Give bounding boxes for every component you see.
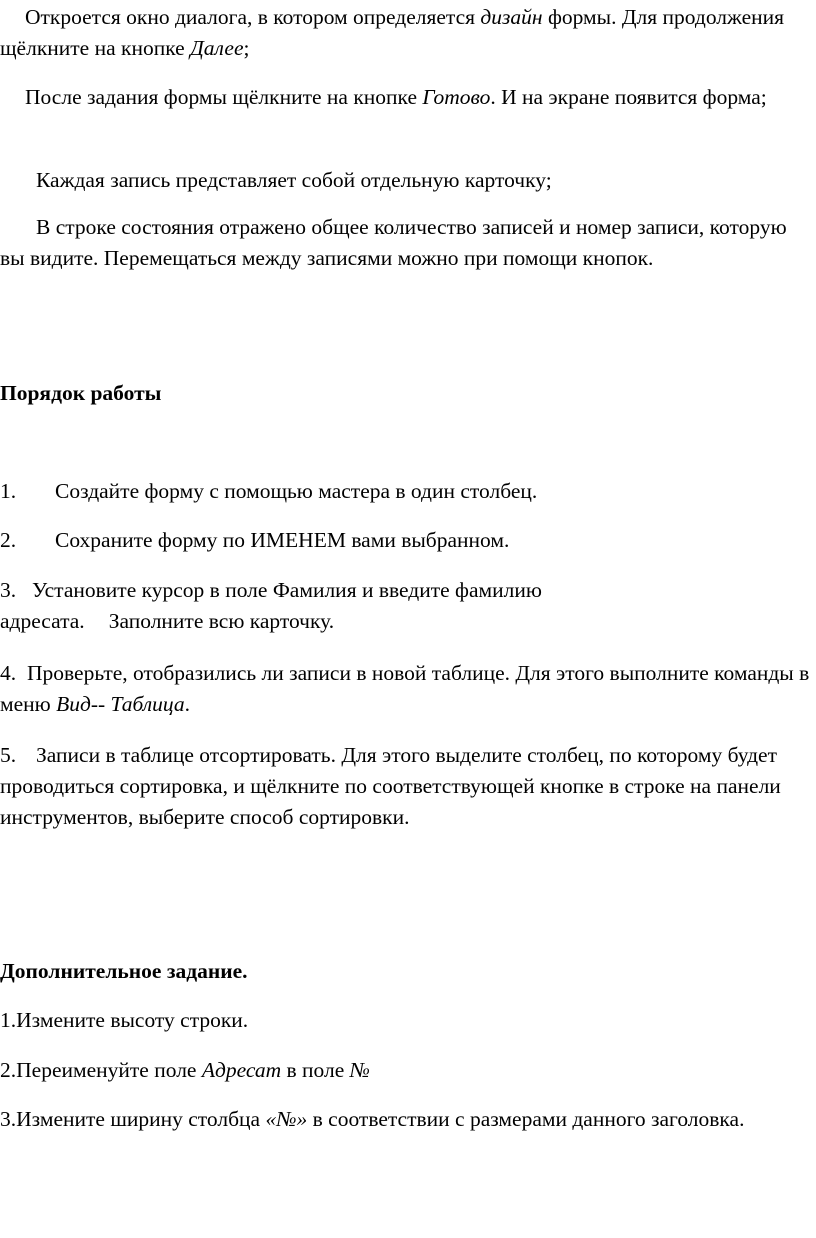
heading-work-order: Порядок работы (0, 381, 162, 405)
paragraph-dialog-design: Откроется окно диалога, в котором определяется дизайн формы. Для продолжения щёлкните на кнопке Далее; (0, 5, 785, 60)
term-view-table: Вид-- Таблица (56, 692, 185, 716)
paragraph-status-bar: В строке состояния отражено общее количество записей и номер записи, которую вы видите. Перемещаться между записями можно при помощи кнопок. (0, 215, 787, 270)
extra-item-3: 3.Измените ширину столбца «№» в соответствии с размерами данного заголовка. (0, 1107, 745, 1131)
item-number: 1. (0, 479, 17, 503)
item-number: 3. (0, 578, 17, 602)
term-number-sign: № (349, 1058, 370, 1082)
work-item-4: 4. Проверьте, отобразились ли записи в новой таблице. Для этого выполните команды в меню Вид-- Таблица. (0, 658, 810, 720)
item-number: 2. (0, 528, 17, 552)
item-number: 4. (0, 661, 17, 685)
term-number-column: «№» (265, 1107, 308, 1131)
extra-item-2: 2.Переименуйте поле Адресат в поле № (0, 1058, 370, 1082)
work-item-5: 5. Записи в таблице отсортировать. Для этого выделите столбец, по которому будет проводиться сортировка, и щёлкните по соответствующей кнопке в строке на панели инструментов, выберите способ сортировки. (0, 740, 810, 833)
term-next: Далее (190, 36, 244, 60)
work-item-3: 3. Установите курсор в поле Фамилия и введите фамилию адресата. Заполните всю карточку. (0, 575, 810, 637)
term-done: Готово (422, 85, 491, 109)
item-number: 5. (0, 743, 17, 767)
paragraph-card: Каждая запись представляет собой отдельную карточку; (36, 168, 552, 192)
work-item-1: 1. Создайте форму с помощью мастера в один столбец. (0, 476, 810, 507)
term-design: дизайн (480, 5, 543, 29)
work-item-2: 2. Сохраните форму по ИМЕНЕМ вами выбранном. (0, 525, 810, 556)
heading-extra-task: Дополнительное задание. (0, 959, 248, 983)
term-addressee: Адресат (201, 1058, 282, 1082)
extra-item-1: 1.Измените высоту строки. (0, 1008, 249, 1032)
paragraph-finish: После задания формы щёлкните на кнопке Готово. И на экране появится форма; (25, 85, 767, 109)
